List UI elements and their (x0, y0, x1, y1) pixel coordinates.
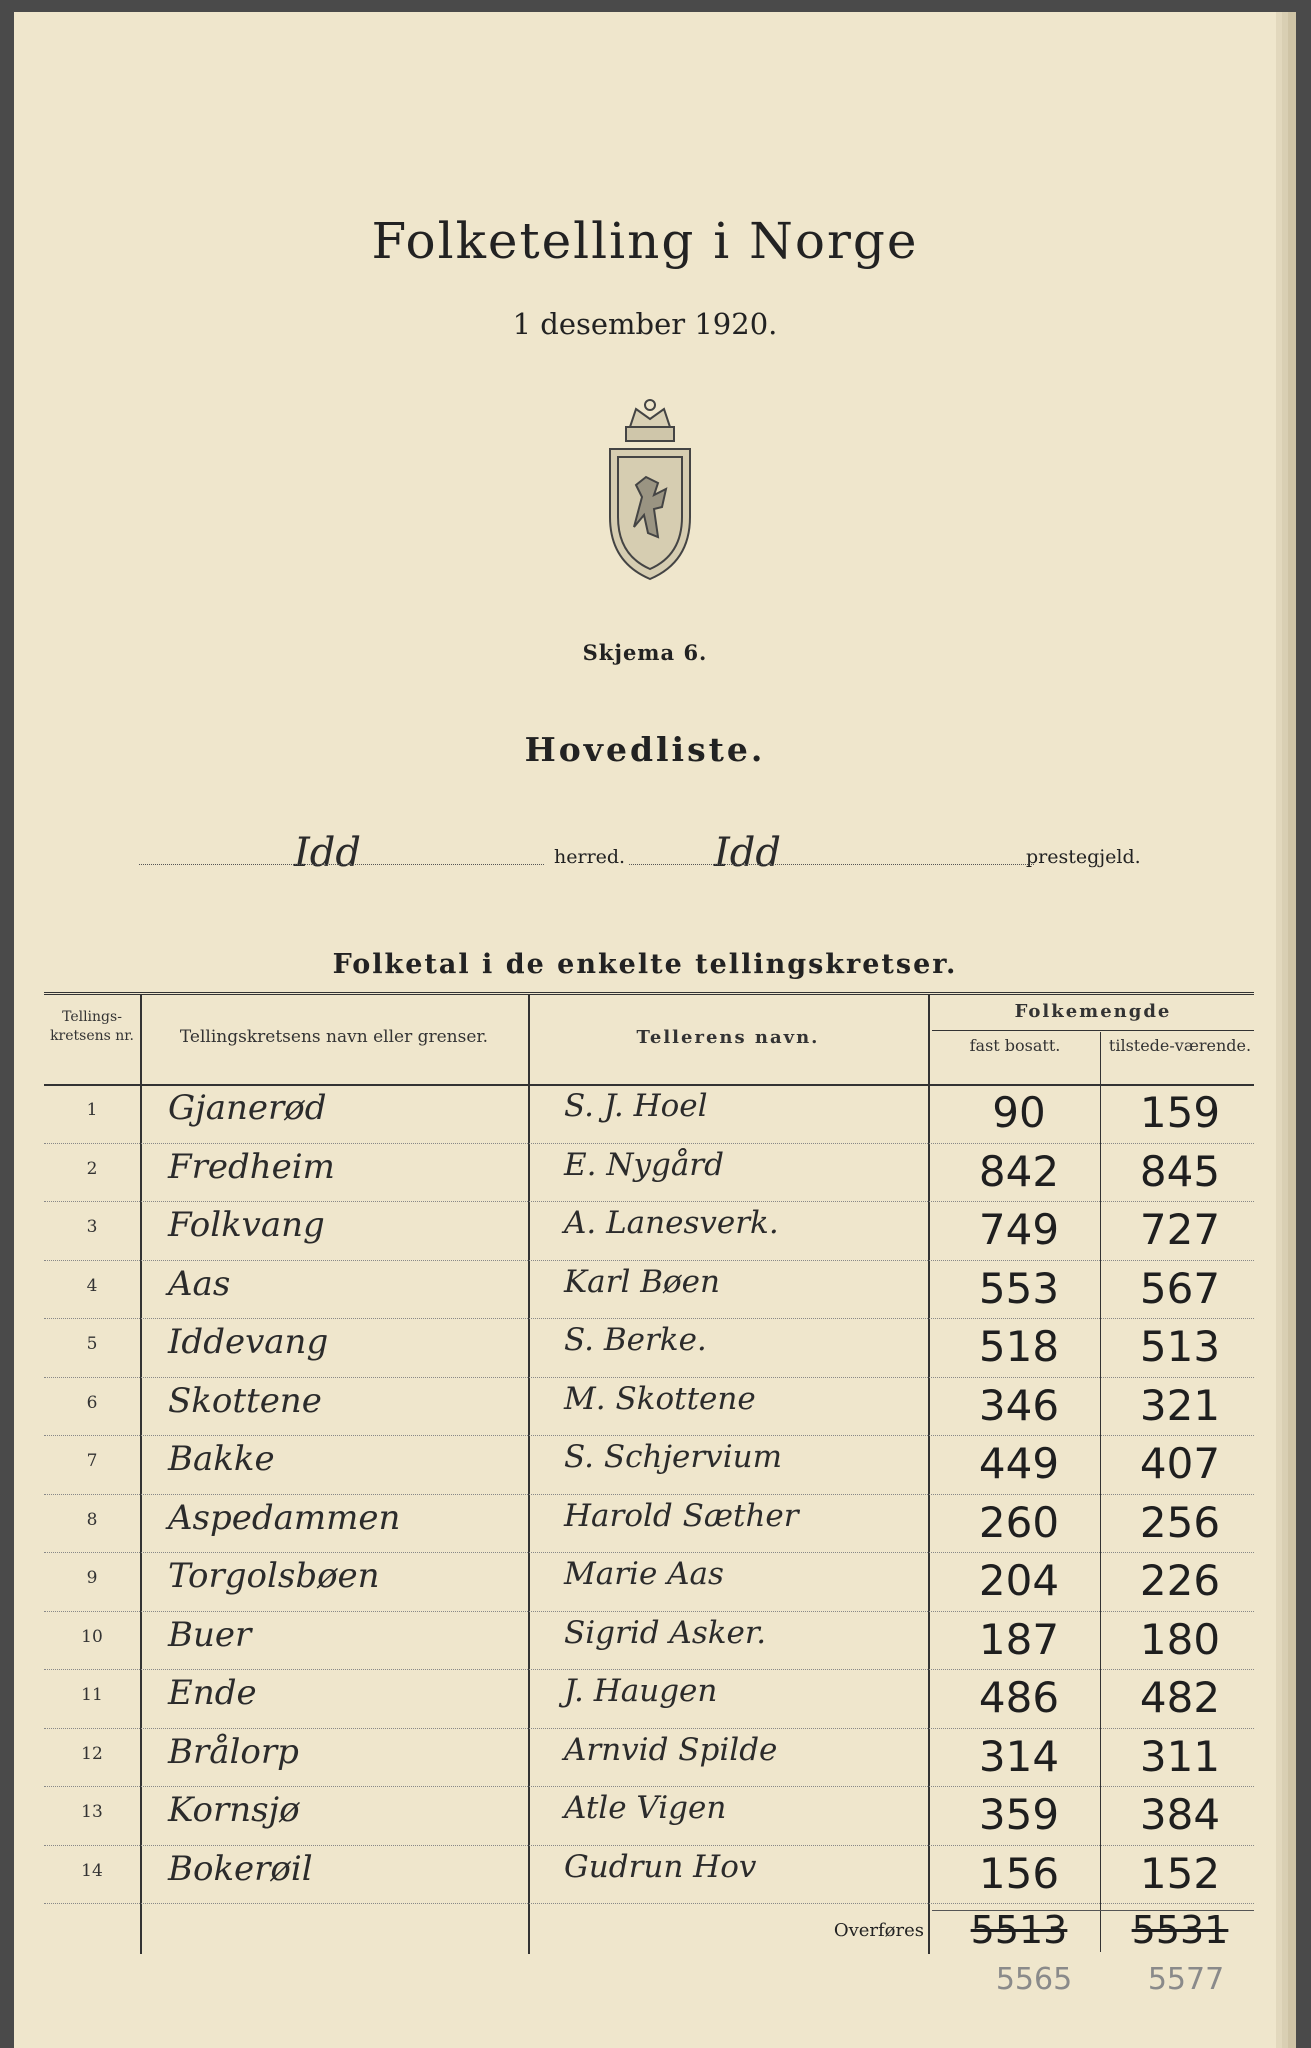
tilstede-value: 407 (1139, 1439, 1221, 1488)
tilstede-value: 256 (1139, 1497, 1221, 1547)
col-divider-1 (140, 994, 142, 1954)
tilstede-value: 482 (1139, 1673, 1221, 1722)
row-divider (44, 1494, 1254, 1495)
schema-number: Skjema 6. (582, 640, 708, 665)
counter-name: J. Haugen (564, 1673, 718, 1709)
row-number: 10 (81, 1626, 103, 1647)
counter-name: M. Skottene (564, 1380, 756, 1417)
tilstede-total: 5531 (1131, 1908, 1229, 1952)
district-name: Aas (168, 1263, 231, 1304)
district-name: Ende (168, 1673, 257, 1713)
table-top-rule (44, 992, 1254, 995)
row-number: 14 (81, 1860, 103, 1881)
row-number: 7 (86, 1451, 98, 1471)
counter-name: Marie Aas (564, 1556, 724, 1592)
row-divider (44, 1318, 1254, 1319)
counter-name: Arnvid Spilde (564, 1731, 778, 1768)
fast-bosatt-value: 486 (978, 1673, 1060, 1722)
counter-name: Karl Bøen (564, 1263, 720, 1300)
row-divider (44, 1143, 1254, 1144)
district-name: Bokerøil (168, 1848, 313, 1889)
district-name: Iddevang (168, 1322, 329, 1362)
fast-bosatt-value: 553 (978, 1263, 1060, 1313)
fast-bosatt-value: 346 (978, 1380, 1060, 1430)
row-divider (44, 1552, 1254, 1553)
counter-name: Atle Vigen (564, 1790, 727, 1826)
row-divider (44, 1728, 1254, 1729)
col-divider-2 (528, 994, 530, 1954)
fast-bosatt-value: 156 (978, 1848, 1060, 1898)
counter-name: Harold Sæther (564, 1497, 799, 1534)
row-divider (44, 1786, 1254, 1787)
row-number: 9 (86, 1568, 98, 1588)
district-name: Brålorp (168, 1731, 299, 1772)
census-date: 1 desember 1920. (512, 307, 778, 341)
herred-dotted-line (139, 864, 544, 865)
fast-bosatt-value: 518 (978, 1322, 1060, 1371)
fast-bosatt-value: 842 (978, 1146, 1060, 1196)
row-number: 12 (81, 1743, 103, 1764)
fast-bosatt-value: 749 (978, 1205, 1060, 1254)
counter-name: Sigrid Asker. (564, 1614, 767, 1651)
fast-bosatt-value: 260 (978, 1497, 1060, 1547)
counter-name: S. J. Hoel (564, 1088, 708, 1124)
list-title: Hovedliste. (524, 730, 766, 769)
fast-bosatt-value: 314 (978, 1731, 1060, 1781)
table-header-rule (44, 1084, 1254, 1086)
district-name: Gjanerød (168, 1088, 327, 1128)
district-name: Torgolsbøen (168, 1556, 380, 1596)
fast-bosatt-value: 359 (978, 1790, 1060, 1839)
tilstede-value: 727 (1139, 1205, 1221, 1254)
district-name: Folkvang (168, 1205, 325, 1245)
row-number: 13 (81, 1802, 103, 1822)
prestegjeld-dotted-line (629, 864, 1034, 865)
table-title: Folketal i de enkelte tellingskretser. (332, 949, 958, 980)
counter-name: E. Nygård (564, 1146, 724, 1183)
row-divider (44, 1903, 1254, 1904)
tilstede-value: 180 (1139, 1614, 1221, 1664)
tilstede-value: 321 (1139, 1380, 1221, 1430)
row-number: 1 (86, 1100, 98, 1120)
fast-bosatt-value: 90 (992, 1088, 1046, 1137)
row-divider (44, 1201, 1254, 1202)
norway-coat-of-arms-icon (596, 397, 704, 587)
row-divider (44, 1669, 1254, 1670)
row-divider (44, 1845, 1254, 1846)
document-title: Folketelling i Norge (371, 212, 919, 270)
tilstede-value: 311 (1139, 1731, 1221, 1781)
fast-corrected-total: 5565 (995, 1962, 1073, 1997)
col-divider-3 (928, 994, 930, 1954)
row-divider (44, 1377, 1254, 1378)
district-name: Buer (168, 1614, 252, 1655)
district-name: Aspedammen (168, 1497, 401, 1538)
row-number: 6 (86, 1392, 98, 1413)
row-divider (44, 1611, 1254, 1612)
census-sheet (14, 12, 1276, 2048)
header-folkemengde: Folkemengde (1014, 1001, 1172, 1022)
col-divider-4 (1100, 1032, 1101, 1952)
row-number: 11 (81, 1685, 103, 1705)
tilstede-value: 384 (1139, 1790, 1221, 1839)
header-nr: Tellings-kretsens nr. (50, 1009, 134, 1044)
prestegjeld-label: prestegjeld. (1026, 846, 1141, 868)
row-number: 8 (86, 1509, 98, 1530)
row-divider (44, 1435, 1254, 1436)
fast-bosatt-value: 204 (978, 1556, 1060, 1605)
tilstede-value: 845 (1139, 1146, 1221, 1196)
row-number: 5 (86, 1334, 98, 1354)
tilstede-value: 152 (1139, 1848, 1221, 1898)
fast-bosatt-value: 187 (978, 1614, 1060, 1664)
counter-name: Gudrun Hov (564, 1848, 757, 1885)
group-header-rule (932, 1030, 1254, 1031)
district-name: Skottene (168, 1380, 322, 1421)
counter-name: S. Berke. (564, 1322, 707, 1358)
tilstede-value: 226 (1139, 1556, 1221, 1605)
fast-total: 5513 (970, 1908, 1068, 1952)
prestegjeld-value: Idd (714, 830, 782, 876)
carry-forward-label: Overføres (833, 1920, 924, 1941)
herred-label: herred. (554, 846, 626, 868)
district-name: Bakke (168, 1439, 275, 1479)
row-divider (44, 1260, 1254, 1261)
row-number: 4 (86, 1275, 98, 1296)
district-name: Fredheim (168, 1146, 335, 1187)
tilstede-value: 567 (1139, 1263, 1221, 1313)
tilstede-corrected-total: 5577 (1147, 1962, 1225, 1997)
fast-bosatt-value: 449 (978, 1439, 1060, 1488)
header-name: Tellingskretsens navn eller grenser. (179, 1027, 489, 1047)
tilstede-value: 159 (1139, 1088, 1221, 1137)
row-number: 2 (86, 1158, 98, 1179)
header-fast: fast bosatt. (969, 1036, 1061, 1055)
counter-name: A. Lanesverk. (564, 1205, 779, 1241)
tilstede-value: 513 (1139, 1322, 1221, 1371)
row-number: 3 (86, 1217, 98, 1237)
district-name: Kornsjø (168, 1790, 300, 1830)
counter-name: S. Schjervium (564, 1439, 782, 1475)
herred-value: Idd (294, 830, 362, 876)
header-counter: Tellerens navn. (636, 1027, 820, 1048)
population-table (44, 992, 1254, 1997)
header-tilstede: tilstede-værende. (1108, 1036, 1252, 1055)
